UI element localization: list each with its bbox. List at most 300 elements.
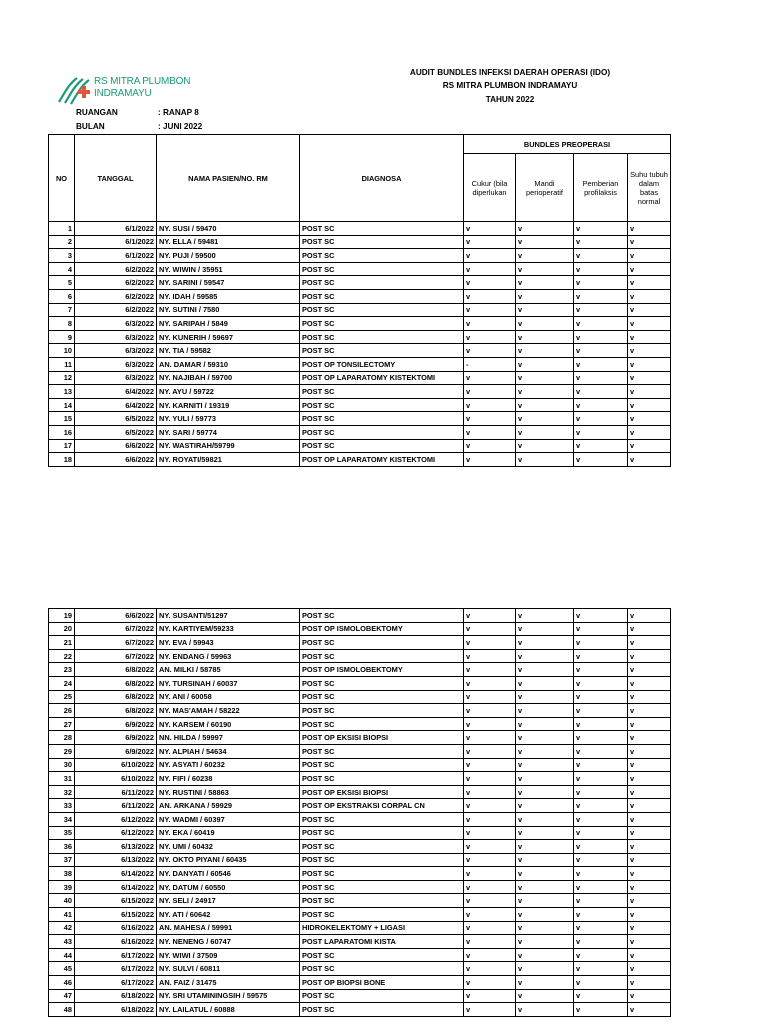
row-pemberian: v	[574, 439, 628, 453]
row-diagnosa: POST SC	[300, 880, 464, 894]
row-tanggal: 6/5/2022	[75, 412, 157, 426]
row-cukur: v	[464, 744, 516, 758]
row-no: 27	[49, 717, 75, 731]
row-tanggal: 6/14/2022	[75, 880, 157, 894]
row-tanggal: 6/7/2022	[75, 649, 157, 663]
row-cukur: -	[464, 357, 516, 371]
row-tanggal: 6/4/2022	[75, 385, 157, 399]
row-diagnosa: POST SC	[300, 235, 464, 249]
row-cukur: v	[464, 425, 516, 439]
row-no: 14	[49, 398, 75, 412]
row-nama: NY. LAILATUL / 60888	[157, 1003, 300, 1017]
table-row	[49, 962, 671, 976]
row-diagnosa: POST SC	[300, 704, 464, 718]
table-row	[49, 649, 671, 663]
row-tanggal: 6/15/2022	[75, 908, 157, 922]
row-mandi: v	[516, 921, 574, 935]
row-tanggal: 6/18/2022	[75, 1003, 157, 1017]
row-mandi: v	[516, 935, 574, 949]
row-pemberian: v	[574, 622, 628, 636]
row-no: 5	[49, 276, 75, 290]
row-pemberian: v	[574, 921, 628, 935]
row-pemberian: v	[574, 948, 628, 962]
row-no: 23	[49, 663, 75, 677]
table-row	[49, 289, 671, 303]
report-year: TAHUN 2022	[485, 95, 535, 104]
row-tanggal: 6/16/2022	[75, 921, 157, 935]
row-mandi: v	[516, 758, 574, 772]
row-mandi: v	[516, 330, 574, 344]
row-mandi: v	[516, 385, 574, 399]
bulan-label: BULAN	[76, 122, 105, 131]
row-pemberian: v	[574, 935, 628, 949]
row-pemberian: v	[574, 385, 628, 399]
table-row	[49, 412, 671, 426]
row-cukur: v	[464, 235, 516, 249]
row-suhu: v	[628, 704, 671, 718]
row-nama: NY. SUTINI / 7580	[157, 303, 300, 317]
row-mandi: v	[516, 989, 574, 1003]
row-nama: NY. ASYATI / 60232	[157, 758, 300, 772]
row-pemberian: v	[574, 976, 628, 990]
row-cukur: v	[464, 948, 516, 962]
row-cukur: v	[464, 412, 516, 426]
row-mandi: v	[516, 398, 574, 412]
row-nama: NY. WIWI / 37509	[157, 948, 300, 962]
row-tanggal: 6/15/2022	[75, 894, 157, 908]
report-subtitle: RS MITRA PLUMBON INDRAMAYU	[442, 81, 578, 90]
row-nama: NY. TIA / 59582	[157, 344, 300, 358]
table-row	[49, 880, 671, 894]
row-no: 43	[49, 935, 75, 949]
table-row	[49, 812, 671, 826]
header-diagnosa: DIAGNOSA	[300, 135, 464, 222]
row-mandi: v	[516, 344, 574, 358]
row-pemberian: v	[574, 826, 628, 840]
row-tanggal: 6/12/2022	[75, 826, 157, 840]
row-cukur: v	[464, 785, 516, 799]
table-row	[49, 303, 671, 317]
row-mandi: v	[516, 785, 574, 799]
row-cukur: v	[464, 439, 516, 453]
row-pemberian: v	[574, 704, 628, 718]
row-pemberian: v	[574, 276, 628, 290]
row-suhu: v	[628, 303, 671, 317]
row-cukur: v	[464, 317, 516, 331]
table-row	[49, 609, 671, 623]
hospital-name	[94, 76, 190, 100]
row-cukur: v	[464, 880, 516, 894]
row-mandi: v	[516, 867, 574, 881]
row-suhu: v	[628, 840, 671, 854]
row-mandi: v	[516, 425, 574, 439]
row-tanggal: 6/8/2022	[75, 663, 157, 677]
row-mandi: v	[516, 976, 574, 990]
row-tanggal: 6/2/2022	[75, 262, 157, 276]
header-tanggal: TANGGAL	[75, 135, 157, 222]
row-diagnosa: POST SC	[300, 867, 464, 881]
row-nama: NY. SARI / 59774	[157, 425, 300, 439]
row-no: 35	[49, 826, 75, 840]
row-tanggal: 6/3/2022	[75, 330, 157, 344]
hospital-name-line-2: INDRAMAYU	[94, 88, 152, 99]
row-suhu: v	[628, 962, 671, 976]
table-row	[49, 744, 671, 758]
row-diagnosa: POST SC	[300, 222, 464, 236]
header-no: NO	[49, 135, 75, 222]
row-cukur: v	[464, 772, 516, 786]
row-pemberian: v	[574, 758, 628, 772]
row-mandi: v	[516, 962, 574, 976]
row-diagnosa: POST SC	[300, 1003, 464, 1017]
table-row	[49, 948, 671, 962]
hospital-name-line-1: RS MITRA PLUMBON	[94, 76, 191, 87]
row-mandi: v	[516, 453, 574, 467]
row-suhu: v	[628, 289, 671, 303]
row-cukur: v	[464, 976, 516, 990]
row-nama: NY. SRI UTAMININGSIH / 59575	[157, 989, 300, 1003]
row-cukur: v	[464, 222, 516, 236]
row-pemberian: v	[574, 812, 628, 826]
row-suhu: v	[628, 398, 671, 412]
row-suhu: v	[628, 425, 671, 439]
row-mandi: v	[516, 772, 574, 786]
table-row	[49, 908, 671, 922]
row-pemberian: v	[574, 344, 628, 358]
row-nama: NY. EKA / 60419	[157, 826, 300, 840]
row-nama: NN. HILDA / 59997	[157, 731, 300, 745]
row-cukur: v	[464, 676, 516, 690]
header-mandi: Mandi perioperatif	[516, 154, 574, 222]
header-suhu: Suhu tubuh dalam batas normal	[628, 154, 671, 222]
row-suhu: v	[628, 799, 671, 813]
row-tanggal: 6/3/2022	[75, 371, 157, 385]
row-mandi: v	[516, 908, 574, 922]
row-pemberian: v	[574, 962, 628, 976]
row-no: 36	[49, 840, 75, 854]
row-suhu: v	[628, 439, 671, 453]
row-mandi: v	[516, 303, 574, 317]
row-pemberian: v	[574, 412, 628, 426]
row-diagnosa: POST OP ISMOLOBEKTOMY	[300, 622, 464, 636]
ruangan-value: : RANAP 8	[158, 108, 199, 117]
row-mandi: v	[516, 222, 574, 236]
audit-table-part-1	[48, 134, 671, 467]
row-pemberian: v	[574, 222, 628, 236]
row-diagnosa: POST SC	[300, 317, 464, 331]
row-pemberian: v	[574, 880, 628, 894]
row-suhu: v	[628, 330, 671, 344]
row-suhu: v	[628, 812, 671, 826]
row-no: 33	[49, 799, 75, 813]
row-diagnosa: POST SC	[300, 812, 464, 826]
row-cukur: v	[464, 731, 516, 745]
row-no: 37	[49, 853, 75, 867]
row-pemberian: v	[574, 867, 628, 881]
row-cukur: v	[464, 826, 516, 840]
row-no: 45	[49, 962, 75, 976]
row-cukur: v	[464, 758, 516, 772]
table-row	[49, 704, 671, 718]
row-nama: NY. ROYATI/59821	[157, 453, 300, 467]
bulan-value: : JUNI 2022	[158, 122, 203, 131]
table-row	[49, 357, 671, 371]
row-diagnosa: POST OP BIOPSI BONE	[300, 976, 464, 990]
row-pemberian: v	[574, 908, 628, 922]
row-diagnosa: POST SC	[300, 676, 464, 690]
table-row	[49, 867, 671, 881]
row-tanggal: 6/10/2022	[75, 772, 157, 786]
row-tanggal: 6/16/2022	[75, 935, 157, 949]
row-no: 39	[49, 880, 75, 894]
row-cukur: v	[464, 663, 516, 677]
row-mandi: v	[516, 744, 574, 758]
row-cukur: v	[464, 690, 516, 704]
row-mandi: v	[516, 894, 574, 908]
row-cukur: v	[464, 289, 516, 303]
row-diagnosa: POST SC	[300, 289, 464, 303]
row-diagnosa: POST SC	[300, 840, 464, 854]
table-row	[49, 235, 671, 249]
row-pemberian: v	[574, 772, 628, 786]
row-no: 31	[49, 772, 75, 786]
row-no: 30	[49, 758, 75, 772]
table-row	[49, 371, 671, 385]
row-nama: NY. SELI / 24917	[157, 894, 300, 908]
row-no: 3	[49, 249, 75, 263]
row-suhu: v	[628, 222, 671, 236]
row-no: 42	[49, 921, 75, 935]
row-nama: AN. MILKI / 58785	[157, 663, 300, 677]
row-nama: AN. FAIZ / 31475	[157, 976, 300, 990]
row-mandi: v	[516, 276, 574, 290]
row-tanggal: 6/10/2022	[75, 758, 157, 772]
row-tanggal: 6/7/2022	[75, 636, 157, 650]
row-suhu: v	[628, 609, 671, 623]
row-suhu: v	[628, 921, 671, 935]
row-tanggal: 6/3/2022	[75, 317, 157, 331]
row-cukur: v	[464, 398, 516, 412]
row-no: 29	[49, 744, 75, 758]
row-mandi: v	[516, 676, 574, 690]
row-tanggal: 6/7/2022	[75, 622, 157, 636]
row-cukur: v	[464, 853, 516, 867]
row-diagnosa: POST SC	[300, 853, 464, 867]
row-suhu: v	[628, 731, 671, 745]
row-pemberian: v	[574, 398, 628, 412]
row-diagnosa: POST SC	[300, 690, 464, 704]
row-no: 24	[49, 676, 75, 690]
row-diagnosa: POST SC	[300, 989, 464, 1003]
row-mandi: v	[516, 826, 574, 840]
row-no: 34	[49, 812, 75, 826]
row-tanggal: 6/8/2022	[75, 690, 157, 704]
row-nama: NY. FIFI / 60238	[157, 772, 300, 786]
row-cukur: v	[464, 812, 516, 826]
row-nama: NY. AYU / 59722	[157, 385, 300, 399]
table-row	[49, 344, 671, 358]
row-diagnosa: POST OP TONSILECTOMY	[300, 357, 464, 371]
row-cukur: v	[464, 649, 516, 663]
row-mandi: v	[516, 948, 574, 962]
row-no: 13	[49, 385, 75, 399]
row-diagnosa: POST LAPARATOMI KISTA	[300, 935, 464, 949]
row-suhu: v	[628, 758, 671, 772]
table-row	[49, 826, 671, 840]
row-suhu: v	[628, 908, 671, 922]
row-diagnosa: HIDROKELEKTOMY + LIGASI	[300, 921, 464, 935]
row-diagnosa: POST SC	[300, 344, 464, 358]
table-row	[49, 317, 671, 331]
row-no: 17	[49, 439, 75, 453]
row-nama: AN. DAMAR / 59310	[157, 357, 300, 371]
row-cukur: v	[464, 330, 516, 344]
row-suhu: v	[628, 344, 671, 358]
row-suhu: v	[628, 785, 671, 799]
row-no: 1	[49, 222, 75, 236]
row-suhu: v	[628, 663, 671, 677]
row-mandi: v	[516, 649, 574, 663]
row-cukur: v	[464, 921, 516, 935]
row-cukur: v	[464, 371, 516, 385]
row-nama: NY. DATUM / 60550	[157, 880, 300, 894]
row-nama: NY. ELLA / 59481	[157, 235, 300, 249]
row-pemberian: v	[574, 609, 628, 623]
row-nama: NY. KARSEM / 60190	[157, 717, 300, 731]
row-diagnosa: POST SC	[300, 609, 464, 623]
row-diagnosa: POST OP EKSISI BIOPSI	[300, 731, 464, 745]
row-nama: NY. WADMI / 60397	[157, 812, 300, 826]
row-diagnosa: POST SC	[300, 948, 464, 962]
row-pemberian: v	[574, 357, 628, 371]
row-mandi: v	[516, 262, 574, 276]
row-diagnosa: POST SC	[300, 276, 464, 290]
row-diagnosa: POST OP ISMOLOBEKTOMY	[300, 663, 464, 677]
row-tanggal: 6/11/2022	[75, 785, 157, 799]
row-diagnosa: POST SC	[300, 908, 464, 922]
row-mandi: v	[516, 690, 574, 704]
row-diagnosa: POST SC	[300, 262, 464, 276]
row-no: 38	[49, 867, 75, 881]
row-suhu: v	[628, 636, 671, 650]
row-mandi: v	[516, 235, 574, 249]
row-pemberian: v	[574, 717, 628, 731]
row-pemberian: v	[574, 262, 628, 276]
row-nama: NY. OKTO PIYANI / 60435	[157, 853, 300, 867]
row-nama: NY. NENENG / 60747	[157, 935, 300, 949]
row-nama: NY. YULI / 59773	[157, 412, 300, 426]
table-row	[49, 772, 671, 786]
row-mandi: v	[516, 840, 574, 854]
row-nama: NY. ALPIAH / 54634	[157, 744, 300, 758]
row-tanggal: 6/1/2022	[75, 235, 157, 249]
row-mandi: v	[516, 799, 574, 813]
row-suhu: v	[628, 262, 671, 276]
row-suhu: v	[628, 357, 671, 371]
row-suhu: v	[628, 453, 671, 467]
row-suhu: v	[628, 935, 671, 949]
row-pemberian: v	[574, 744, 628, 758]
table-row	[49, 935, 671, 949]
row-pemberian: v	[574, 690, 628, 704]
row-cukur: v	[464, 867, 516, 881]
row-tanggal: 6/8/2022	[75, 676, 157, 690]
row-nama: NY. RUSTINI / 58863	[157, 785, 300, 799]
row-diagnosa: POST SC	[300, 744, 464, 758]
row-suhu: v	[628, 690, 671, 704]
row-nama: AN. MAHESA / 59991	[157, 921, 300, 935]
row-suhu: v	[628, 676, 671, 690]
row-mandi: v	[516, 357, 574, 371]
table-row	[49, 690, 671, 704]
row-no: 44	[49, 948, 75, 962]
row-mandi: v	[516, 636, 574, 650]
row-pemberian: v	[574, 785, 628, 799]
row-mandi: v	[516, 622, 574, 636]
row-mandi: v	[516, 663, 574, 677]
table-row	[49, 622, 671, 636]
row-no: 11	[49, 357, 75, 371]
row-diagnosa: POST OP EKSTRAKSI CORPAL CN	[300, 799, 464, 813]
row-tanggal: 6/3/2022	[75, 357, 157, 371]
row-nama: NY. NAJIBAH / 59700	[157, 371, 300, 385]
row-cukur: v	[464, 385, 516, 399]
row-no: 4	[49, 262, 75, 276]
row-mandi: v	[516, 717, 574, 731]
row-nama: NY. KARTIYEM/59233	[157, 622, 300, 636]
row-nama: NY. KARNITI / 19319	[157, 398, 300, 412]
table-row	[49, 717, 671, 731]
table-row	[49, 636, 671, 650]
row-diagnosa: POST OP EKSISI BIOPSI	[300, 785, 464, 799]
row-pemberian: v	[574, 636, 628, 650]
row-no: 25	[49, 690, 75, 704]
row-tanggal: 6/5/2022	[75, 425, 157, 439]
row-nama: NY. SUSANTI/51297	[157, 609, 300, 623]
row-diagnosa: POST SC	[300, 962, 464, 976]
row-no: 16	[49, 425, 75, 439]
row-nama: NY. DANYATI / 60546	[157, 867, 300, 881]
header-pemberian: Pemberian profilaksis	[574, 154, 628, 222]
row-diagnosa: POST SC	[300, 772, 464, 786]
row-tanggal: 6/17/2022	[75, 962, 157, 976]
row-suhu: v	[628, 235, 671, 249]
row-cukur: v	[464, 609, 516, 623]
row-diagnosa: POST SC	[300, 758, 464, 772]
row-cukur: v	[464, 453, 516, 467]
row-tanggal: 6/3/2022	[75, 344, 157, 358]
row-tanggal: 6/9/2022	[75, 744, 157, 758]
header-bundles-preoperasi: BUNDLES PREOPERASI	[464, 135, 671, 154]
row-mandi: v	[516, 289, 574, 303]
table-row	[49, 385, 671, 399]
row-cukur: v	[464, 717, 516, 731]
row-suhu: v	[628, 880, 671, 894]
row-nama: NY. SULVI / 60811	[157, 962, 300, 976]
row-diagnosa: POST SC	[300, 303, 464, 317]
table-row	[49, 853, 671, 867]
row-suhu: v	[628, 276, 671, 290]
row-pemberian: v	[574, 1003, 628, 1017]
table-row	[49, 976, 671, 990]
row-mandi: v	[516, 371, 574, 385]
row-nama: NY. KUNERIH / 59697	[157, 330, 300, 344]
row-suhu: v	[628, 317, 671, 331]
row-nama: NY. WASTIRAH/59799	[157, 439, 300, 453]
row-mandi: v	[516, 880, 574, 894]
row-diagnosa: POST SC	[300, 439, 464, 453]
row-cukur: v	[464, 704, 516, 718]
